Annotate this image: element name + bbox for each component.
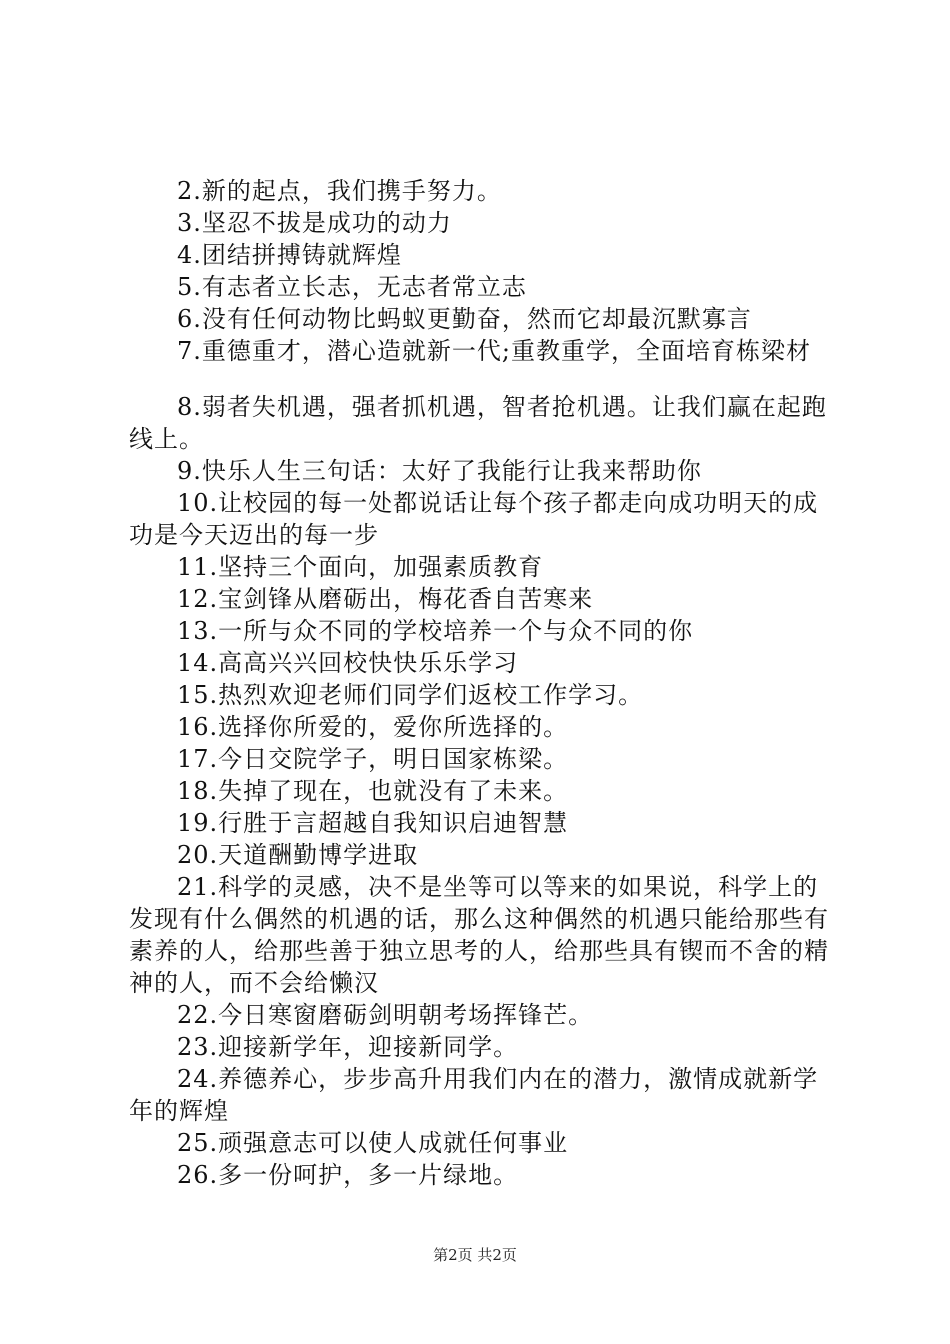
paragraph: 8.弱者失机遇，强者抓机遇，智者抢机遇。让我们赢在起跑线上。 <box>129 393 827 453</box>
paragraph: 11.坚持三个面向，加强素质教育 <box>177 553 544 581</box>
paragraph: 7.重德重才，潜心造就新一代;重教重学，全面培育栋梁材 <box>177 337 811 365</box>
paragraph: 20.天道酬勤博学进取 <box>177 841 419 869</box>
page-number-footer: 第2页 共2页 <box>433 1246 517 1264</box>
paragraph: 5.有志者立长志，无志者常立志 <box>177 273 527 301</box>
paragraph: 18.失掉了现在，也就没有了未来。 <box>177 777 569 805</box>
paragraph: 6.没有任何动物比蚂蚁更勤奋，然而它却最沉默寡言 <box>177 305 752 333</box>
paragraph: 3.坚忍不拔是成功的动力 <box>177 209 452 237</box>
paragraph: 22.今日寒窗磨砺剑明朝考场挥锋芒。 <box>177 1001 594 1029</box>
paragraph: 14.高高兴兴回校快快乐乐学习 <box>177 649 519 677</box>
paragraph: 25.顽强意志可以使人成就任何事业 <box>177 1129 569 1157</box>
paragraph: 23.迎接新学年，迎接新同学。 <box>177 1033 519 1061</box>
paragraph: 16.选择你所爱的，爱你所选择的。 <box>177 713 569 741</box>
paragraph: 13.一所与众不同的学校培养一个与众不同的你 <box>177 617 694 645</box>
paragraph: 26.多一份呵护，多一片绿地。 <box>177 1161 519 1189</box>
document-body <box>129 175 835 1191</box>
paragraph: 15.热烈欢迎老师们同学们返校工作学习。 <box>177 681 644 709</box>
paragraph: 24.养德养心，步步高升用我们内在的潜力，激情成就新学年的辉煌 <box>129 1065 819 1125</box>
paragraph: 9.快乐人生三句话：太好了我能行让我来帮助你 <box>177 457 702 485</box>
paragraph: 2.新的起点，我们携手努力。 <box>177 177 502 205</box>
paragraph: 21.科学的灵感，决不是坐等可以等来的如果说，科学上的发现有什么偶然的机遇的话，那么这种偶然的机遇只能给那些有素养的人，给那些善于独立思考的人，给那些具有锲而不舍的精神的人，而不会给懒汉 <box>129 873 829 997</box>
paragraph: 4.团结拼搏铸就辉煌 <box>177 241 402 269</box>
paragraph: 19.行胜于言超越自我知识启迪智慧 <box>177 809 569 837</box>
paragraph: 12.宝剑锋从磨砺出，梅花香自苦寒来 <box>177 585 594 613</box>
paragraph: 17.今日交院学子，明日国家栋梁。 <box>177 745 569 773</box>
paragraph: 10.让校园的每一处都说话让每个孩子都走向成功明天的成功是今天迈出的每一步 <box>129 489 819 549</box>
